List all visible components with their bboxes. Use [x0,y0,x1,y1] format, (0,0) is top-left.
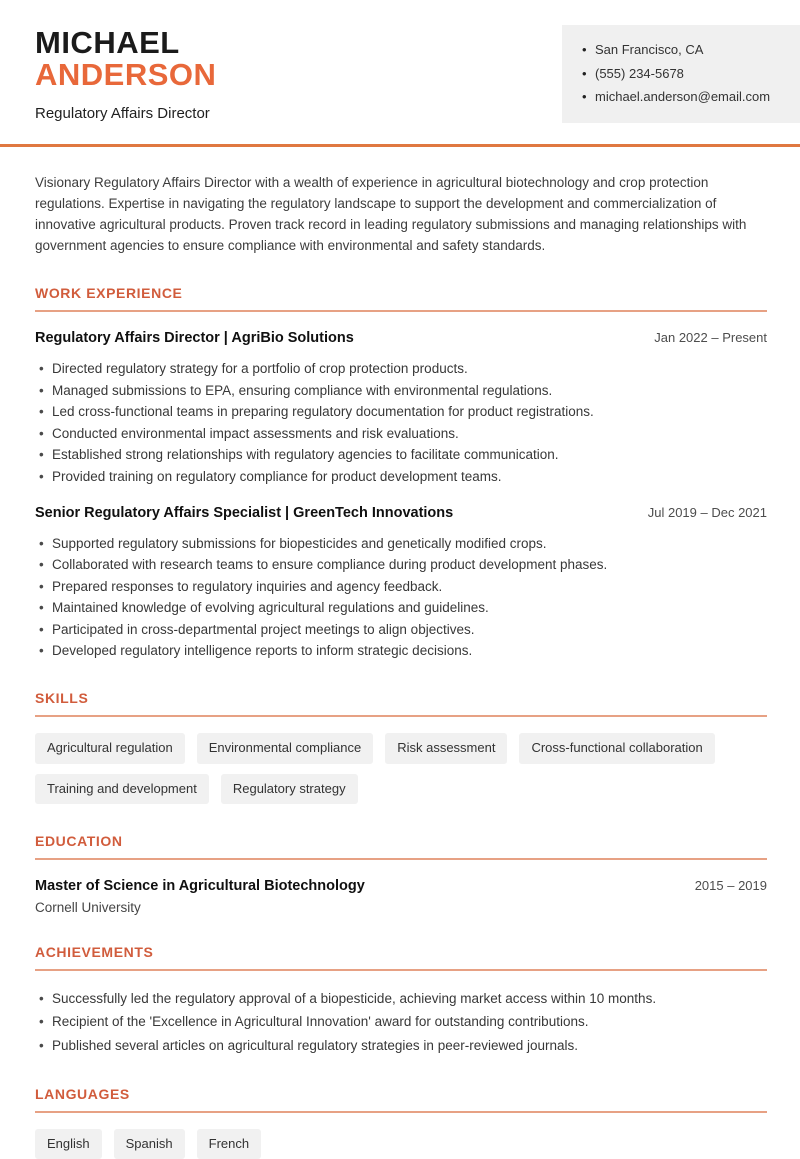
achievement-list [35,987,767,1057]
bullet-icon: • [582,89,587,104]
job-bullet: • Prepared responses to regulatory inquiries and agency feedback. [35,576,767,597]
section-heading-skills: SKILLS [35,690,767,717]
job-entry [35,505,767,661]
skill-tag: Agricultural regulation [35,733,185,763]
candidate-job-title: Regulatory Affairs Director [35,105,210,123]
job-bullet: • Participated in cross-departmental project meetings to align objectives. [35,619,767,640]
job-date-range: Jan 2022 – Present [654,330,767,346]
section-work-experience [35,285,767,661]
skill-tag: Risk assessment [385,733,507,763]
section-achievements [35,944,767,1057]
job-bullet: • Collaborated with research teams to ensure compliance during product development phases. [35,554,767,575]
education-date-range: 2015 – 2019 [694,877,767,893]
job-bullet: • Developed regulatory intelligence reports to inform strategic decisions. [35,640,767,661]
job-bullet: • Directed regulatory strategy for a portfolio of crop protection products. [35,358,767,379]
job-bullet: • Established strong relationships with regulatory agencies to facilitate communication. [35,444,767,465]
section-heading-education: EDUCATION [35,833,767,860]
school-name: Cornell University [35,899,141,915]
language-tag-list [35,1129,767,1159]
job-bullet: • Provided training on regulatory compliance for product development teams. [35,466,767,487]
candidate-last-name: ANDERSON [35,57,217,93]
job-entry-header [35,330,767,346]
degree-title: Master of Science in Agricultural Biotechnology [35,877,365,894]
section-heading-languages: LANGUAGES [35,1086,767,1113]
section-languages [35,1086,767,1159]
job-title: Senior Regulatory Affairs Specialist | GreenTech Innovations [35,504,454,521]
section-education [35,833,767,915]
job-bullet-list [35,533,767,661]
job-bullet: • Supported regulatory submissions for biopesticides and genetically modified crops. [35,533,767,554]
header-divider [0,144,800,147]
job-entry-header [35,505,767,521]
job-bullet-list [35,358,767,486]
contact-location: • San Francisco, CA [582,38,786,62]
summary-text: Visionary Regulatory Affairs Director with a wealth of experience in agricultural biotechnology and crop protection regulations. Expertise in navigating the regulatory landscape to support the development and commercialization of innovative agricultural products. Proven track record in leading regulatory submissions and managing relationships with government agencies to ensure compliance with environmental and safety standards. [35,175,747,254]
job-date-range: Jul 2019 – Dec 2021 [647,504,767,520]
candidate-first-name: MICHAEL [35,25,180,60]
job-bullet: • Led cross-functional teams in preparing regulatory documentation for product registrations. [35,401,767,422]
contact-list [582,38,786,109]
job-entry [35,330,767,486]
job-title: Regulatory Affairs Director | AgriBio Solutions [35,330,354,347]
resume-header [0,0,800,122]
job-bullet: • Maintained knowledge of evolving agricultural regulations and guidelines. [35,597,767,618]
language-tag: English [35,1129,102,1159]
job-bullet: • Conducted environmental impact assessments and risk evaluations. [35,423,767,444]
contact-card [562,25,800,123]
skill-tag: Cross-functional collaboration [519,733,714,763]
education-entry [35,878,767,915]
language-tag: Spanish [114,1129,185,1159]
contact-email: • michael.anderson@email.com [582,85,786,109]
achievement-bullet: • Published several articles on agricultural regulatory strategies in peer-reviewed journals. [35,1034,767,1057]
skill-tag-list [35,733,767,804]
skill-tag: Regulatory strategy [221,774,358,804]
bullet-icon: • [582,65,587,81]
section-skills [35,690,767,804]
achievement-bullet: • Recipient of the 'Excellence in Agricultural Innovation' award for outstanding contributions. [35,1010,767,1033]
achievement-bullet: • Successfully led the regulatory approval of a biopesticide, achieving market access within 10 months. [35,987,767,1010]
skill-tag: Training and development [35,774,209,804]
education-entry-header [35,878,767,894]
skill-tag: Environmental compliance [197,733,373,763]
section-heading-achievements: ACHIEVEMENTS [35,944,767,971]
bullet-icon: • [582,42,587,57]
contact-phone: • (555) 234-5678 [582,62,786,86]
resume-body [0,172,800,1159]
language-tag: French [197,1129,261,1159]
section-heading-work-experience: WORK EXPERIENCE [35,285,767,312]
job-bullet: • Managed submissions to EPA, ensuring compliance with environmental regulations. [35,380,767,401]
